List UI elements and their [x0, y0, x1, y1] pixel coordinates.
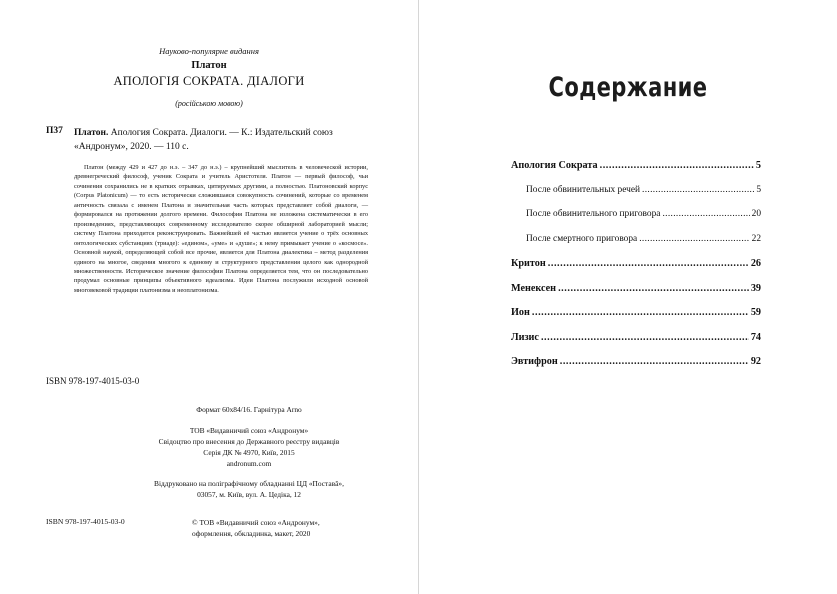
toc-leader-dots — [600, 160, 754, 171]
isbn-footer: ISBN 978-197-4015-03-0 — [46, 517, 125, 526]
toc-label: Ион — [511, 307, 530, 318]
toc-entry-menexenus[interactable] — [511, 283, 761, 308]
toc-page-number: 5 — [755, 160, 761, 171]
toc-leader-dots — [558, 283, 749, 294]
toc-page-number: 92 — [750, 356, 761, 367]
isbn-main: ISBN 978-197-4015-03-0 — [46, 376, 140, 386]
toc-entry-crito[interactable] — [511, 258, 761, 283]
toc-label: Критон — [511, 258, 546, 269]
bibliographic-author: Платон. — [74, 128, 109, 138]
imprint-page — [0, 0, 418, 594]
toc-page-number: 59 — [750, 307, 761, 318]
publisher-series: Серія ДК № 4970, Київ, 2015 — [203, 448, 295, 457]
language-note: (російською мовою) — [175, 99, 243, 108]
publisher-info — [40, 425, 458, 469]
toc-entry-apology[interactable] — [511, 160, 761, 185]
toc-entry-after-death-sentence[interactable] — [511, 234, 761, 259]
catalog-code: П37 — [46, 126, 63, 136]
toc-label: После обвинительного приговора — [526, 209, 661, 219]
publisher-name: ТОВ «Видавничий союз «Андронум» — [189, 426, 309, 435]
publisher-certificate: Свідоцтво про внесення до Державного реєстру видавців — [158, 437, 340, 446]
toc-leader-dots — [642, 185, 754, 195]
annotation-paragraph: Платон (между 429 и 427 до н.э. – 347 до н.э.) – крупнейший мыслитель в человеческой истории, древнегреческий философ, ученик Сократа и учитель Аристотеля. Платон — первый философ, чьи сочинения сохранились не в кратких отрывках, цитируемых другими, а полностью. Платоновский корпус (Corpus Platonicum) — то есть исторически сложившаяся совокупность сочинений, которые со временем античность связала с именем Платона и значительная часть которых представляет собой диалоги, — формировался на протяжении долгого времени. Философия Платона не изложена систематически в его произведениях, представляющих современному исследователю скорее обширной лабораторией мысли; систему Платона приходится реконструировать. Важнейшей её частью является учение о трёх основных онтологических субстанциях (триаде): «едином», «уме» и «душе»; к нему примыкает учение о «космосе». Основной наукой, определяющей собой все прочие, является для Платона диалектика – метод разделения единого на многое, сведения многого к единому и структурного представления целого как однородной множественности. Историческое значение философии Платона определяется тем, что он последовательно продумал основные принципы объективного идеализма. Идеи Платона послужили исходной основой многовековой традиции платонизма и неоплатонизма. — [74, 164, 368, 294]
toc-leader-dots — [548, 258, 749, 269]
toc-entry-lysis[interactable] — [511, 332, 761, 357]
series-note: Науково-популярне видання — [159, 46, 259, 56]
contents-heading: Содержание — [548, 72, 708, 103]
toc-label: Менексен — [511, 282, 557, 294]
toc-leader-dots — [662, 209, 749, 219]
contents-page — [419, 0, 837, 594]
toc-page-number: 26 — [750, 258, 761, 269]
publisher-website: andronum.com — [226, 459, 272, 468]
toc-label: Эвтифрон — [511, 356, 558, 367]
printer-info — [40, 478, 458, 500]
copyright-line: © ТОВ «Видавничий союз «Андронум», — [192, 518, 320, 527]
toc-leader-dots — [541, 332, 749, 343]
toc-entry-after-accusation-speeches[interactable] — [511, 185, 761, 210]
printer-line: Віддруковано на поліграфічному обладнанні ЦД «Поставâ», — [154, 479, 344, 488]
toc-leader-dots — [639, 234, 749, 244]
copyright-scope: оформлення, обкладинка, макет, 2020 — [192, 529, 311, 538]
toc-label: Апология Сократа — [511, 160, 598, 171]
toc-page-number: 20 — [751, 209, 761, 219]
bibliographic-details: Апология Сократа. Диалоги. — К.: Издательский союз «Андронум», 2020. — 110 с. — [74, 128, 333, 152]
book-author: Платон — [191, 60, 227, 71]
printer-address: 03057, м. Київ, вул. А. Цедіка, 12 — [197, 490, 301, 499]
toc-label: Лизис — [511, 331, 539, 343]
book-title: АПОЛОГІЯ СОКРАТА. ДІАЛОГИ — [113, 74, 305, 88]
toc-entry-ion[interactable] — [511, 307, 761, 332]
copyright-notice — [192, 517, 372, 539]
toc-entry-after-guilty-verdict[interactable] — [511, 209, 761, 234]
table-of-contents — [511, 160, 761, 381]
toc-page-number: 39 — [750, 282, 761, 294]
toc-leader-dots — [532, 307, 749, 318]
toc-label: После обвинительных речей — [526, 184, 641, 195]
bibliographic-record — [74, 126, 354, 154]
toc-page-number: 22 — [751, 233, 761, 244]
format-line: Формат 60х84/16. Гарнітура Arno — [196, 405, 302, 414]
toc-entry-euthyphro[interactable] — [511, 356, 761, 381]
toc-leader-dots — [560, 356, 749, 367]
toc-label: После смертного приговора — [526, 233, 638, 244]
annotation — [74, 163, 368, 295]
toc-page-number: 5 — [756, 184, 761, 195]
toc-page-number: 74 — [750, 331, 761, 343]
